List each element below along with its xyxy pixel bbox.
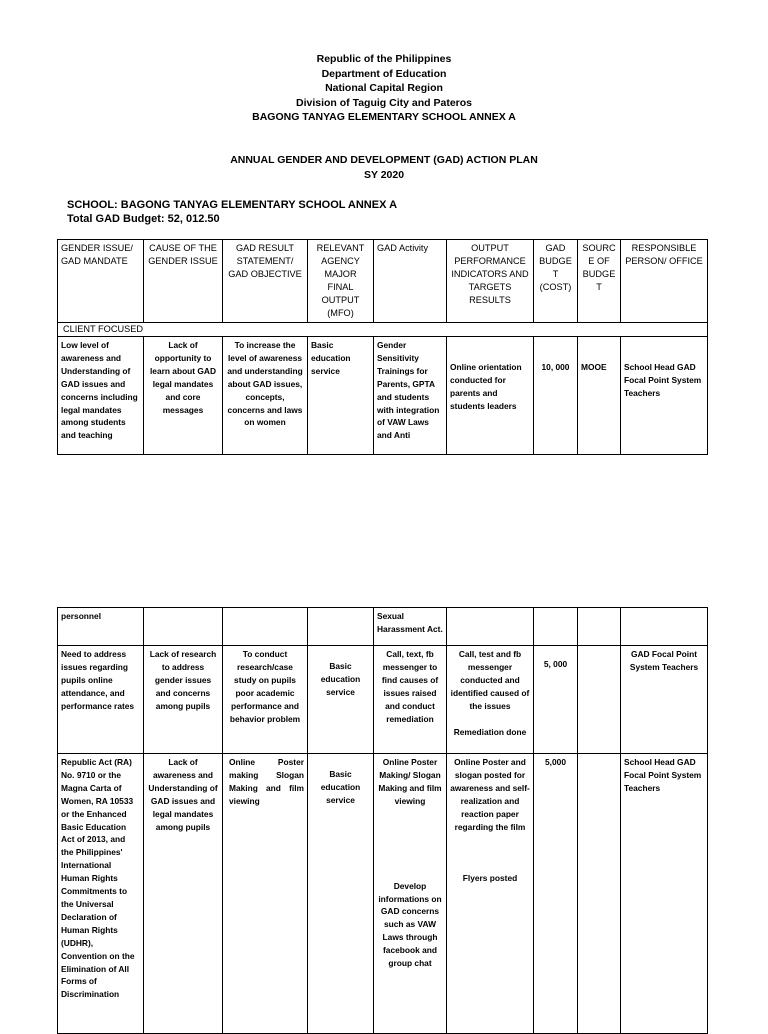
cell-mfo: Basic education service (308, 337, 374, 455)
table-row (58, 646, 708, 754)
cell-issue: Low level of awareness and Understanding of GAD issues and concerns including legal mandates among students and teaching (58, 337, 144, 455)
cell-responsible: School Head GAD Focal Point System Teachers (621, 754, 708, 1034)
col-header-activity: GAD Activity (374, 240, 447, 323)
cell-cause: Lack of opportunity to learn about GAD legal mandates and core messages (144, 337, 223, 455)
cell-source (578, 608, 621, 646)
cell-activity: Sexual Harassment Act. (374, 608, 447, 646)
cell-output (447, 608, 534, 646)
cell-cause: Lack of awareness and Understanding of GAD issues and legal mandates among pupils (144, 754, 223, 1034)
output-text: Online Poster and slogan posted for awareness and self-realization and reaction paper regarding the film (450, 757, 530, 832)
header-division: Division of Taguig City and Pateros (296, 96, 472, 109)
header-school: BAGONG TANYAG ELEMENTARY SCHOOL ANNEX A (252, 111, 516, 123)
col-header-budget: GAD BUDGET (COST) (534, 240, 578, 323)
table-header-row (58, 240, 708, 323)
title-plan: ANNUAL GENDER AND DEVELOPMENT (GAD) ACTION PLAN (230, 154, 538, 166)
col-header-objective: GAD RESULT STATEMENT/ GAD OBJECTIVE (223, 240, 308, 323)
cell-objective: To conduct research/case study on pupils poor academic performance and behavior problem (223, 646, 308, 754)
cell-budget: 5, 000 (534, 646, 578, 754)
cell-output (447, 754, 534, 1034)
header-department: Department of Education (321, 67, 447, 80)
cell-issue: personnel (58, 608, 144, 646)
table-row (58, 608, 708, 646)
cell-cause (144, 608, 223, 646)
cell-mfo: Basic education service (308, 754, 374, 1034)
col-header-responsible: RESPONSIBLE PERSON/ OFFICE (621, 240, 708, 323)
cell-activity (374, 754, 447, 1034)
cell-mfo: Basic education service (308, 646, 374, 754)
col-header-mfo: RELEVANT AGENCY MAJOR FINAL OUTPUT (MFO) (308, 240, 374, 323)
cell-activity: Gender Sensitivity Trainings for Parents, GPTA and students with integration of VAW Laws and Anti (374, 337, 447, 455)
cell-responsible: School Head GAD Focal Point System Teachers (621, 337, 708, 455)
col-header-cause: CAUSE OF THE GENDER ISSUE (144, 240, 223, 323)
cell-cause: Lack of research to address gender issues and concerns among pupils (144, 646, 223, 754)
document-title (0, 153, 768, 182)
title-year: SY 2020 (363, 168, 405, 181)
activity-text: Develop informations on GAD concerns such as VAW Laws through facebook and group chat (378, 880, 442, 969)
cell-responsible: GAD Focal Point System Teachers (621, 646, 708, 754)
header-region: National Capital Region (325, 82, 443, 94)
header-country: Republic of the Philippines (316, 53, 452, 65)
gad-plan-table-page1 (57, 239, 708, 455)
section-row (58, 323, 708, 337)
document-header (0, 52, 768, 125)
cell-budget: 10, 000 (534, 337, 578, 455)
section-label: CLIENT FOCUSED (58, 323, 708, 337)
cell-activity: Call, text, fb messenger to find causes of issues raised and conduct remediation (374, 646, 447, 754)
cell-source: MOOE (578, 337, 621, 455)
cell-budget (534, 608, 578, 646)
col-header-issue: GENDER ISSUE/ GAD MANDATE (58, 240, 144, 323)
gad-plan-table-page2 (57, 607, 708, 1034)
cell-mfo (308, 608, 374, 646)
total-budget: Total GAD Budget: 52, 012.50 (67, 213, 220, 225)
cell-issue: Need to address issues regarding pupils online attendance, and performance rates (58, 646, 144, 754)
cell-responsible (621, 608, 708, 646)
col-header-source: SOURCE OF BUDGET (578, 240, 621, 323)
output-text: Call, test and fb messenger conducted and identified caused of the issues (450, 649, 530, 711)
cell-output: Online orientation conducted for parents and students leaders (447, 337, 534, 455)
col-header-output: OUTPUT PERFORMANCE INDICATORS AND TARGETS RESULTS (447, 240, 534, 323)
cell-source (578, 646, 621, 754)
school-name: SCHOOL: BAGONG TANYAG ELEMENTARY SCHOOL ANNEX A (67, 199, 398, 211)
table-row (58, 337, 708, 455)
cell-objective: To increase the level of awareness and understanding about GAD issues, concepts, concerns and laws on women (223, 337, 308, 455)
activity-text: Online Poster Making/ Slogan Making and film viewing (378, 757, 442, 806)
cell-output (447, 646, 534, 754)
cell-objective: Online Poster making Slogan Making and film viewing (223, 754, 308, 1034)
cell-issue: Republic Act (RA) No. 9710 or the Magna Carta of Women, RA 10533 or the Enhanced Basic Education Act of 2013, and the Philippines' International Human Rights Commitments to the Universal Declaration of Human Rights (UDHR), Convention on the Elimination of All Forms of Discrimination (58, 754, 144, 1034)
output-text: Remediation done (453, 726, 527, 737)
output-text: Flyers posted (462, 873, 518, 884)
table-row (58, 754, 708, 1034)
cell-budget: 5,000 (534, 754, 578, 1034)
cell-source (578, 754, 621, 1034)
cell-objective (223, 608, 308, 646)
